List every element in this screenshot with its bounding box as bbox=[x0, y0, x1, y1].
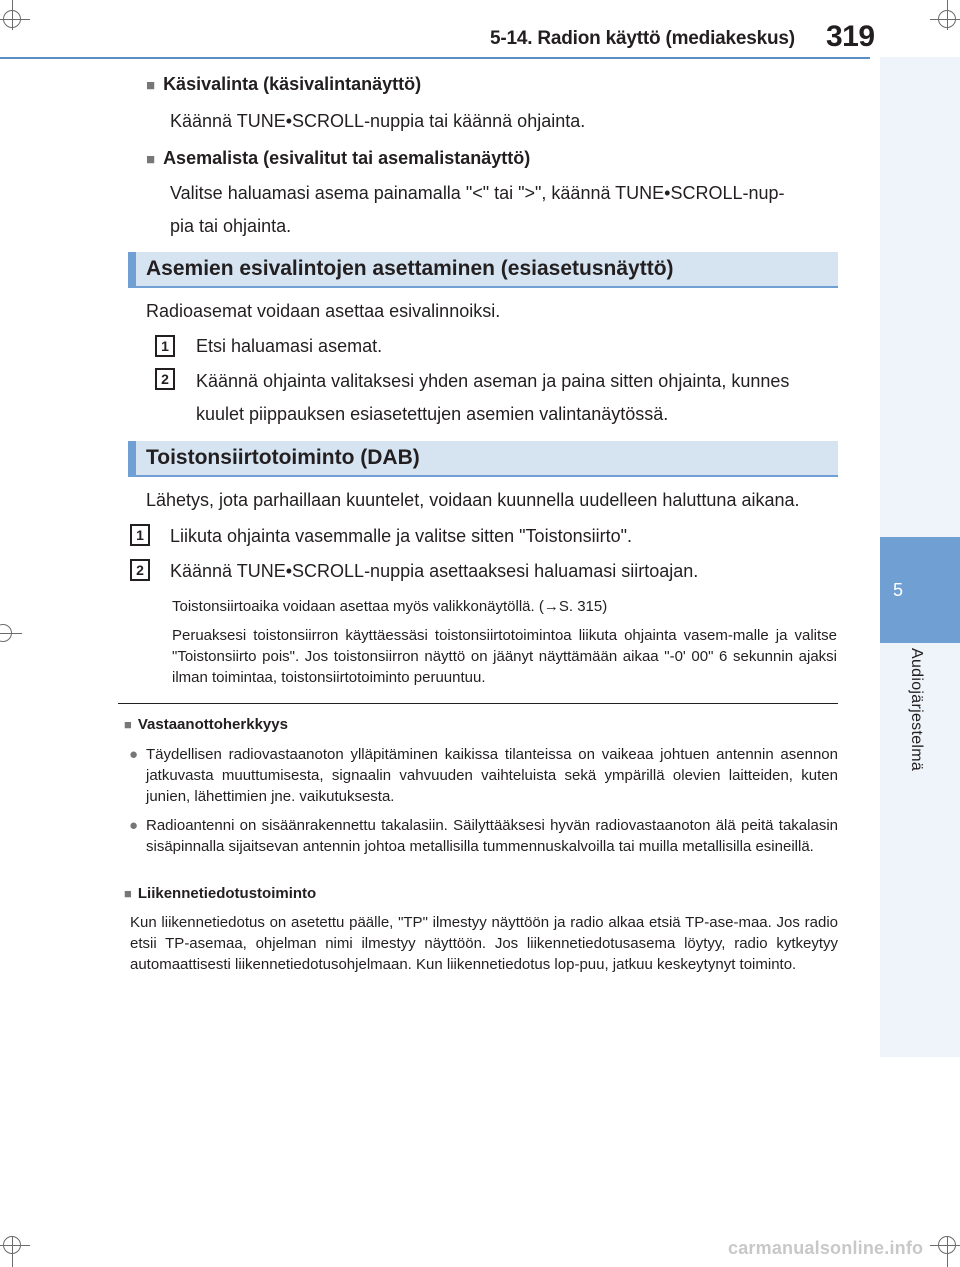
traffic-heading: ■ Liikennetiedotustoiminto bbox=[124, 885, 316, 902]
timeshift-note-2: Peruaksesi toistonsiirron käyttäessäsi toistonsiirtotoimintoa liikuta ohjainta vasem-malle ja valitse "Toistonsiirto pois". Jos toistonsiirron näyttö on jäänyt näyttämään aikaa "-0' 00" 6 sekunnin ajaksi ilman toimintaa, toistonsiirtotoiminto peruuntuu. bbox=[172, 627, 837, 686]
crop-mark bbox=[0, 624, 12, 642]
header-rule bbox=[0, 57, 870, 59]
step-number-badge: 2 bbox=[130, 559, 150, 581]
crop-mark bbox=[938, 10, 956, 28]
crop-mark bbox=[938, 1236, 956, 1254]
station-list-text-line: Valitse haluamasi asema painamalla "<" tai ">", käännä TUNE•SCROLL-nup- bbox=[170, 183, 785, 203]
crop-mark bbox=[3, 10, 21, 28]
timeshift-intro: Lähetys, jota parhaillaan kuuntelet, voidaan kuunnella uudelleen haluttuna aikana. bbox=[146, 490, 800, 510]
watermark: carmanualsonline.info bbox=[728, 1238, 924, 1258]
reception-bullet-1: ● Täydellisen radiovastaanoton ylläpitäminen kaikissa tilanteissa on vaikeaa johtuen antennin asennon jatkuvasta muuttumisesta, signaalin vahvuuden vaihteluista sekä ympärillä olevien laitteiden, kuten junien, lähettimien jne. vaikutuksesta. bbox=[146, 744, 838, 807]
step-number-badge: 1 bbox=[155, 335, 175, 357]
section-divider bbox=[118, 703, 838, 704]
presets-step-1-text: Etsi haluamasi asemat. bbox=[196, 336, 383, 356]
crop-mark bbox=[3, 1236, 21, 1254]
page-number: 319 bbox=[826, 20, 875, 53]
running-header-title: 5-14. Radion käyttö (mediakeskus) bbox=[490, 28, 795, 49]
station-list-text bbox=[170, 177, 840, 243]
manual-selection-text: Käännä TUNE•SCROLL-nuppia tai käännä ohjainta. bbox=[170, 111, 586, 131]
timeshift-section-header bbox=[128, 441, 838, 477]
timeshift-step-1-text: Liikuta ohjainta vasemmalle ja valitse sitten "Toistonsiirto". bbox=[170, 526, 632, 546]
presets-step-2-line: kuulet piippauksen esiasetettujen asemien valintanäytössä. bbox=[196, 404, 669, 424]
presets-section-title: Asemien esivalintojen asettaminen (esiasetusnäyttö) bbox=[146, 257, 674, 280]
presets-step-2-text bbox=[196, 365, 836, 431]
manual-selection-heading: ■ Käsivalinta (käsivalintanäyttö) bbox=[146, 74, 421, 95]
timeshift-section-title: Toistonsiirtotoiminto (DAB) bbox=[146, 446, 420, 469]
timeshift-note-1: Toistonsiirtoaika voidaan asettaa myös valikkonäytöllä. (→S. 315) bbox=[172, 598, 608, 615]
station-list-heading: ■ Asemalista (esivalitut tai asemalistanäyttö) bbox=[146, 148, 530, 169]
reception-bullet-2: ● Radioantenni on sisäänrakennettu takalasiin. Säilyttääksesi hyvän radiovastaanoton älä peitä takalasin sisäpinnalla sijaitsevan antennin johtoa metallisilla tummennuskalvoilla tai muilla metallisilla esineillä. bbox=[146, 815, 838, 857]
traffic-text: Kun liikennetiedotus on asetettu päälle, "TP" ilmestyy näyttöön ja radio alkaa etsiä TP-ase-maa. Jos radio etsii TP-asemaa, ohjelman nimi ilmestyy näyttöön. Jos liikennetiedotusasema löytyy, radio kytkeytyy automaattisesti liikennetiedotusohjelmaan. Kun liikennetiedotus lop-puu, jatkuu keskeytynyt toiminto. bbox=[130, 914, 838, 973]
presets-step-2-line: Käännä ohjainta valitaksesi yhden aseman ja paina sitten ohjainta, kunnes bbox=[196, 371, 790, 391]
presets-section-header bbox=[128, 252, 838, 288]
chapter-number: 5 bbox=[892, 580, 903, 600]
timeshift-step-2-text: Käännä TUNE•SCROLL-nuppia asettaaksesi haluamasi siirtoajan. bbox=[170, 561, 699, 581]
presets-intro: Radioasemat voidaan asettaa esivalinnoiksi. bbox=[146, 301, 501, 321]
station-list-text-line: pia tai ohjainta. bbox=[170, 216, 292, 236]
reception-heading: ■ Vastaanottoherkkyys bbox=[124, 716, 288, 733]
chapter-label: Audiojärjestelmä bbox=[908, 648, 925, 772]
step-number-badge: 1 bbox=[130, 524, 150, 546]
step-number-badge: 2 bbox=[155, 368, 175, 390]
